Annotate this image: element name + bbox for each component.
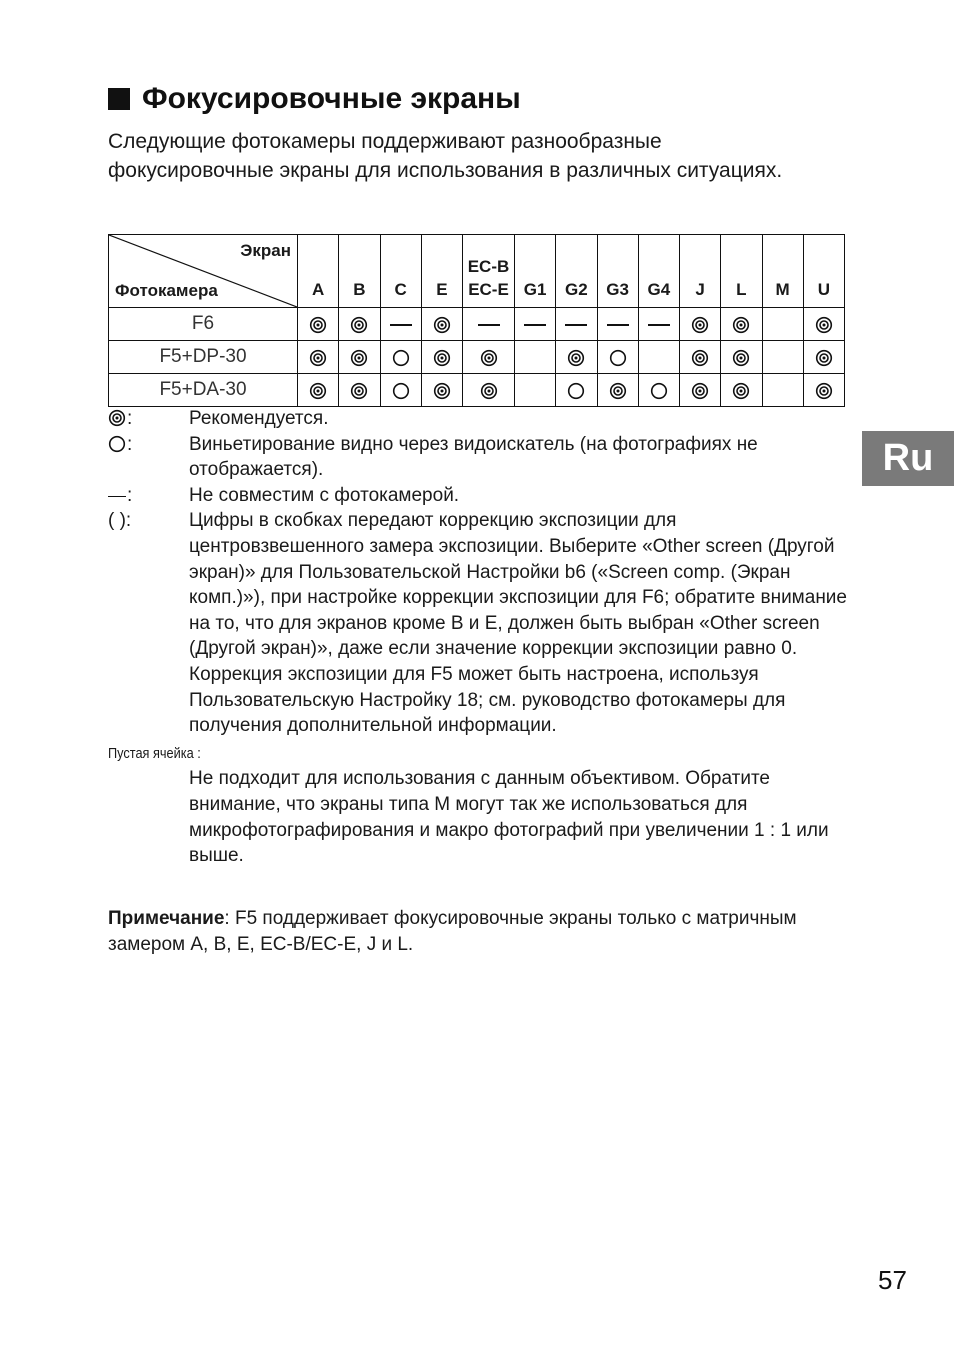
recommended-icon [433, 382, 451, 400]
compatibility-cell [339, 341, 380, 374]
compatibility-cell [380, 341, 421, 374]
compatibility-cell [803, 341, 844, 374]
corner-label-camera: Фотокамера [115, 281, 218, 300]
vignetting-icon [392, 382, 410, 400]
page-number: 57 [878, 1265, 907, 1295]
recommended-icon [350, 316, 368, 334]
compatibility-cell [597, 341, 638, 374]
compatibility-cell [515, 308, 556, 341]
compatibility-cell [556, 341, 597, 374]
recommended-icon [108, 409, 126, 427]
compatibility-cell [721, 374, 762, 407]
table-row [109, 308, 845, 341]
column-header: G2 [556, 235, 597, 308]
compatibility-cell [762, 374, 803, 407]
table-body [109, 308, 845, 407]
section-square-icon [108, 88, 130, 110]
table-corner-cell [109, 235, 298, 308]
incompatible-dash-icon [648, 324, 670, 326]
compatibility-cell [298, 341, 339, 374]
recommended-icon [433, 316, 451, 334]
legend-vignetting-text: Виньетирование видно через видоискатель (на фотографиях не отображается). [189, 433, 758, 481]
recommended-icon [815, 316, 833, 334]
recommended-icon [309, 316, 327, 334]
incompatible-dash-icon [524, 324, 546, 326]
recommended-icon [815, 382, 833, 400]
legend-key: : [108, 483, 189, 509]
legend-key: : [108, 406, 189, 432]
legend [108, 406, 848, 869]
column-header: U [803, 235, 844, 308]
compatibility-cell [380, 374, 421, 407]
compatibility-cell [638, 374, 679, 407]
legend-row-incompatible [108, 483, 848, 509]
compatibility-cell [680, 374, 721, 407]
column-header: G4 [638, 235, 679, 308]
corner-label-screen: Экран [240, 241, 291, 260]
camera-cell: F6 [109, 308, 298, 341]
compatibility-cell [463, 374, 515, 407]
recommended-icon [309, 382, 327, 400]
recommended-icon [350, 349, 368, 367]
compatibility-cell [762, 341, 803, 374]
incompatible-dash-icon [478, 324, 500, 326]
recommended-icon [350, 382, 368, 400]
compatibility-cell [556, 374, 597, 407]
legend-row-empty [108, 739, 848, 869]
intro-paragraph: Следующие фотокамеры поддерживают разнообразные фокусировочные экраны для использования в различных ситуациях. [108, 130, 783, 182]
compatibility-cell [339, 374, 380, 407]
section-title [108, 82, 521, 116]
column-header: EC-B EC-E [463, 235, 515, 308]
compatibility-cell [721, 341, 762, 374]
compatibility-cell [421, 341, 462, 374]
legend-row-recommended [108, 406, 848, 432]
vignetting-icon [392, 349, 410, 367]
compatibility-cell [421, 308, 462, 341]
compatibility-cell [721, 308, 762, 341]
legend-incompatible-text: Не совместим с фотокамерой. [189, 484, 460, 506]
table-header-row [109, 235, 845, 308]
recommended-icon [732, 349, 750, 367]
camera-cell: F5+DA-30 [109, 374, 298, 407]
vignetting-icon [108, 435, 126, 453]
legend-key: : [108, 432, 189, 483]
compatibility-cell [803, 374, 844, 407]
compatibility-cell [463, 308, 515, 341]
incompatible-dash-icon [565, 324, 587, 326]
incompatible-dash-icon [390, 324, 412, 326]
compatibility-cell [597, 308, 638, 341]
compatibility-cell [298, 308, 339, 341]
incompatible-dash-icon [607, 324, 629, 326]
column-header: A [298, 235, 339, 308]
compatibility-cell [515, 341, 556, 374]
compatibility-cell [298, 374, 339, 407]
vignetting-icon [650, 382, 668, 400]
table-row [109, 374, 845, 407]
vignetting-icon [567, 382, 585, 400]
recommended-icon [433, 349, 451, 367]
compatibility-cell [680, 341, 721, 374]
legend-key-parentheses: ( ): [108, 510, 132, 532]
vignetting-icon [609, 349, 627, 367]
compatibility-cell [463, 341, 515, 374]
column-header: E [421, 235, 462, 308]
compatibility-cell [597, 374, 638, 407]
column-header: B [339, 235, 380, 308]
recommended-icon [480, 349, 498, 367]
compatibility-cell [680, 308, 721, 341]
compatibility-cell [638, 341, 679, 374]
note-paragraph [108, 906, 848, 957]
column-header: C [380, 235, 421, 308]
recommended-icon [691, 349, 709, 367]
column-header: G3 [597, 235, 638, 308]
camera-cell: F5+DP-30 [109, 341, 298, 374]
recommended-icon [309, 349, 327, 367]
legend-row-parentheses [108, 508, 848, 738]
note-text: : F5 поддерживает фокусировочные экраны только с матричным замером A, B, E, EC-B/EC-E, J и L. [108, 908, 797, 955]
recommended-icon [815, 349, 833, 367]
legend-recommended-text: Рекомендуется. [189, 408, 329, 429]
language-tab: Ru [862, 431, 954, 486]
compatibility-cell [421, 374, 462, 407]
column-header: L [721, 235, 762, 308]
recommended-icon [691, 316, 709, 334]
note-label: Примечание [108, 908, 225, 929]
column-header: J [680, 235, 721, 308]
compatibility-cell [556, 308, 597, 341]
recommended-icon [609, 382, 627, 400]
legend-empty-text: Не подходит для использования с данным объективом. Обратите внимание, что экраны типа M могут так же использоваться для микрофотографирования и макро фотографий при увеличении 1 : 1 или выше. [189, 768, 829, 867]
table-row [109, 341, 845, 374]
compatibility-cell [380, 308, 421, 341]
recommended-icon [732, 382, 750, 400]
recommended-icon [567, 349, 585, 367]
compatibility-cell [638, 308, 679, 341]
recommended-icon [732, 316, 750, 334]
compatibility-cell [339, 308, 380, 341]
legend-parentheses-text: Цифры в скобках передают коррекцию экспозиции для центровзвешенного замера экспозиции. Выберите «Other screen (Другой экран)» для Пользовательской Настройки b6 («Screen comp. (Экран комп.)»), при настройке коррекции экспозиции для F6; обратите внимание на то, что для экранов кроме B и E, должен быть выбран «Other screen (Другой экран)», даже если значение коррекции экспозиции равно 0. Коррекция экспозиции для F5 может быть настроена, используя Пользовательскую Настройку 18; см. руководство фотокамеры для получения дополнительной информации. [189, 510, 847, 737]
compatibility-cell [515, 374, 556, 407]
incompatible-dash-icon [108, 496, 126, 498]
compatibility-cell [803, 308, 844, 341]
legend-row-vignetting [108, 432, 848, 483]
column-header: M [762, 235, 803, 308]
legend-key-empty-cell: Пустая ячейка : [108, 744, 201, 762]
focusing-screen-table [108, 234, 845, 407]
column-header: G1 [515, 235, 556, 308]
section-title-text: Фокусировочные экраны [142, 82, 521, 115]
recommended-icon [480, 382, 498, 400]
recommended-icon [691, 382, 709, 400]
compatibility-cell [762, 308, 803, 341]
